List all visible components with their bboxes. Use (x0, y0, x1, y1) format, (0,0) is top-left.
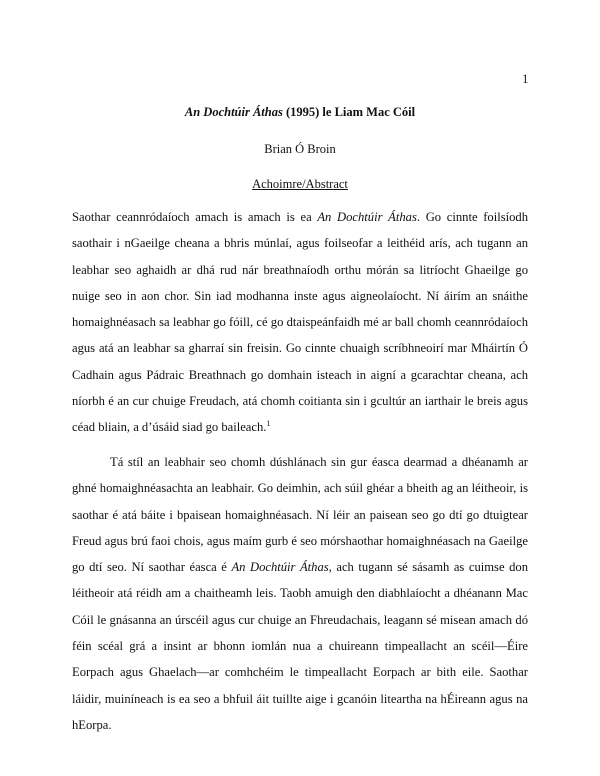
paragraph-2-book-name: An Dochtúir Áthas (231, 560, 329, 575)
paragraph-2-text-a: Tá stíl an leabhair seo chomh dúshlánach sin gur éasca dearmad a dhéanamh ar ghné homaighnéasachta an leabhair. Go deimhin, ach súil ghéar a bheith ag an léitheoir, is saothar é atá báite i bpaisean homaighnéasach. Ní léir an paisean seo go dtí go dtuigtear Freud agus brú faoi chois, agus maím gurb é seo mórshaothar homaighnéasach na Gaeilge go dtí seo. Ní saothar éasca é (72, 455, 528, 575)
author-name: Brian Ó Broin (264, 142, 336, 156)
abstract-paragraph-2 (72, 449, 528, 738)
document-title (0, 105, 600, 120)
paragraph-1-book-name: An Dochtúir Áthas (317, 210, 417, 224)
title-book-name: An Dochtúir Áthas (184, 105, 283, 119)
paragraph-2-text-b: , ach tugann sé sásamh as cuimse don léitheoir atá réidh am a chaitheamh leis. Taobh amuigh den diabhlaíocht a dhéanann Mac Cóil le gnásanna an úrscéil agus cur chuige an Fhreudachais, leagann sé misean amach dó féin scéal grá a insint ar bhonn iomlán nua a chuireann timpeallacht an scéil—Éire Eorpach agus Ghaelach—ar comhchéim le timpeallacht Eorpach ar bith eile. Saothar láidir, muiníneach is ea seo a bhfuil áit tuillte aige i gcanóin liteartha na hÉireann agus na hEorpa. (72, 560, 528, 732)
paragraph-1-text-a: Saothar ceannródaíoch amach is amach is ea (72, 210, 318, 224)
page-number: 1 (522, 71, 529, 86)
paragraph-1-text-b: . Go cinnte foilsíodh saothair i nGaeilge cheana a bhris múnlaí, agus foilseofar a leithéid arís, ach tugann an leabhar seo aghaidh ar dhá rud nár breathnaíodh orthu mórán sa litríocht Ghaeilge go nuige seo in aon chor. Sin iad modhanna inste agus aigneolaíocht. Ní áirím an snáithe homaighnéasach sa leabhar go fóill, cé go dtaispeánfaidh mé ar ball chomh ceannródaíoch agus atá an leabhar sa gharraí sin freisin. Go cinnte chuaigh scríbhneoirí mar Mháirtín Ó Cadhain agus Pádraic Breathnach go domhain isteach in aigní a gcarachtar cheana, ach níorbh é an cur chuige Freudach, atá chomh coitianta sin i gcultúr an iarthair le breis agus céad bliain, a d’úsáid siad go baileach. (72, 210, 529, 435)
title-rest: (1995) le Liam Mac Cóil (282, 105, 416, 119)
abstract-paragraph-1 (72, 204, 528, 441)
footnote-marker: 1 (266, 419, 271, 429)
section-heading: Achoimre/Abstract (252, 177, 348, 191)
